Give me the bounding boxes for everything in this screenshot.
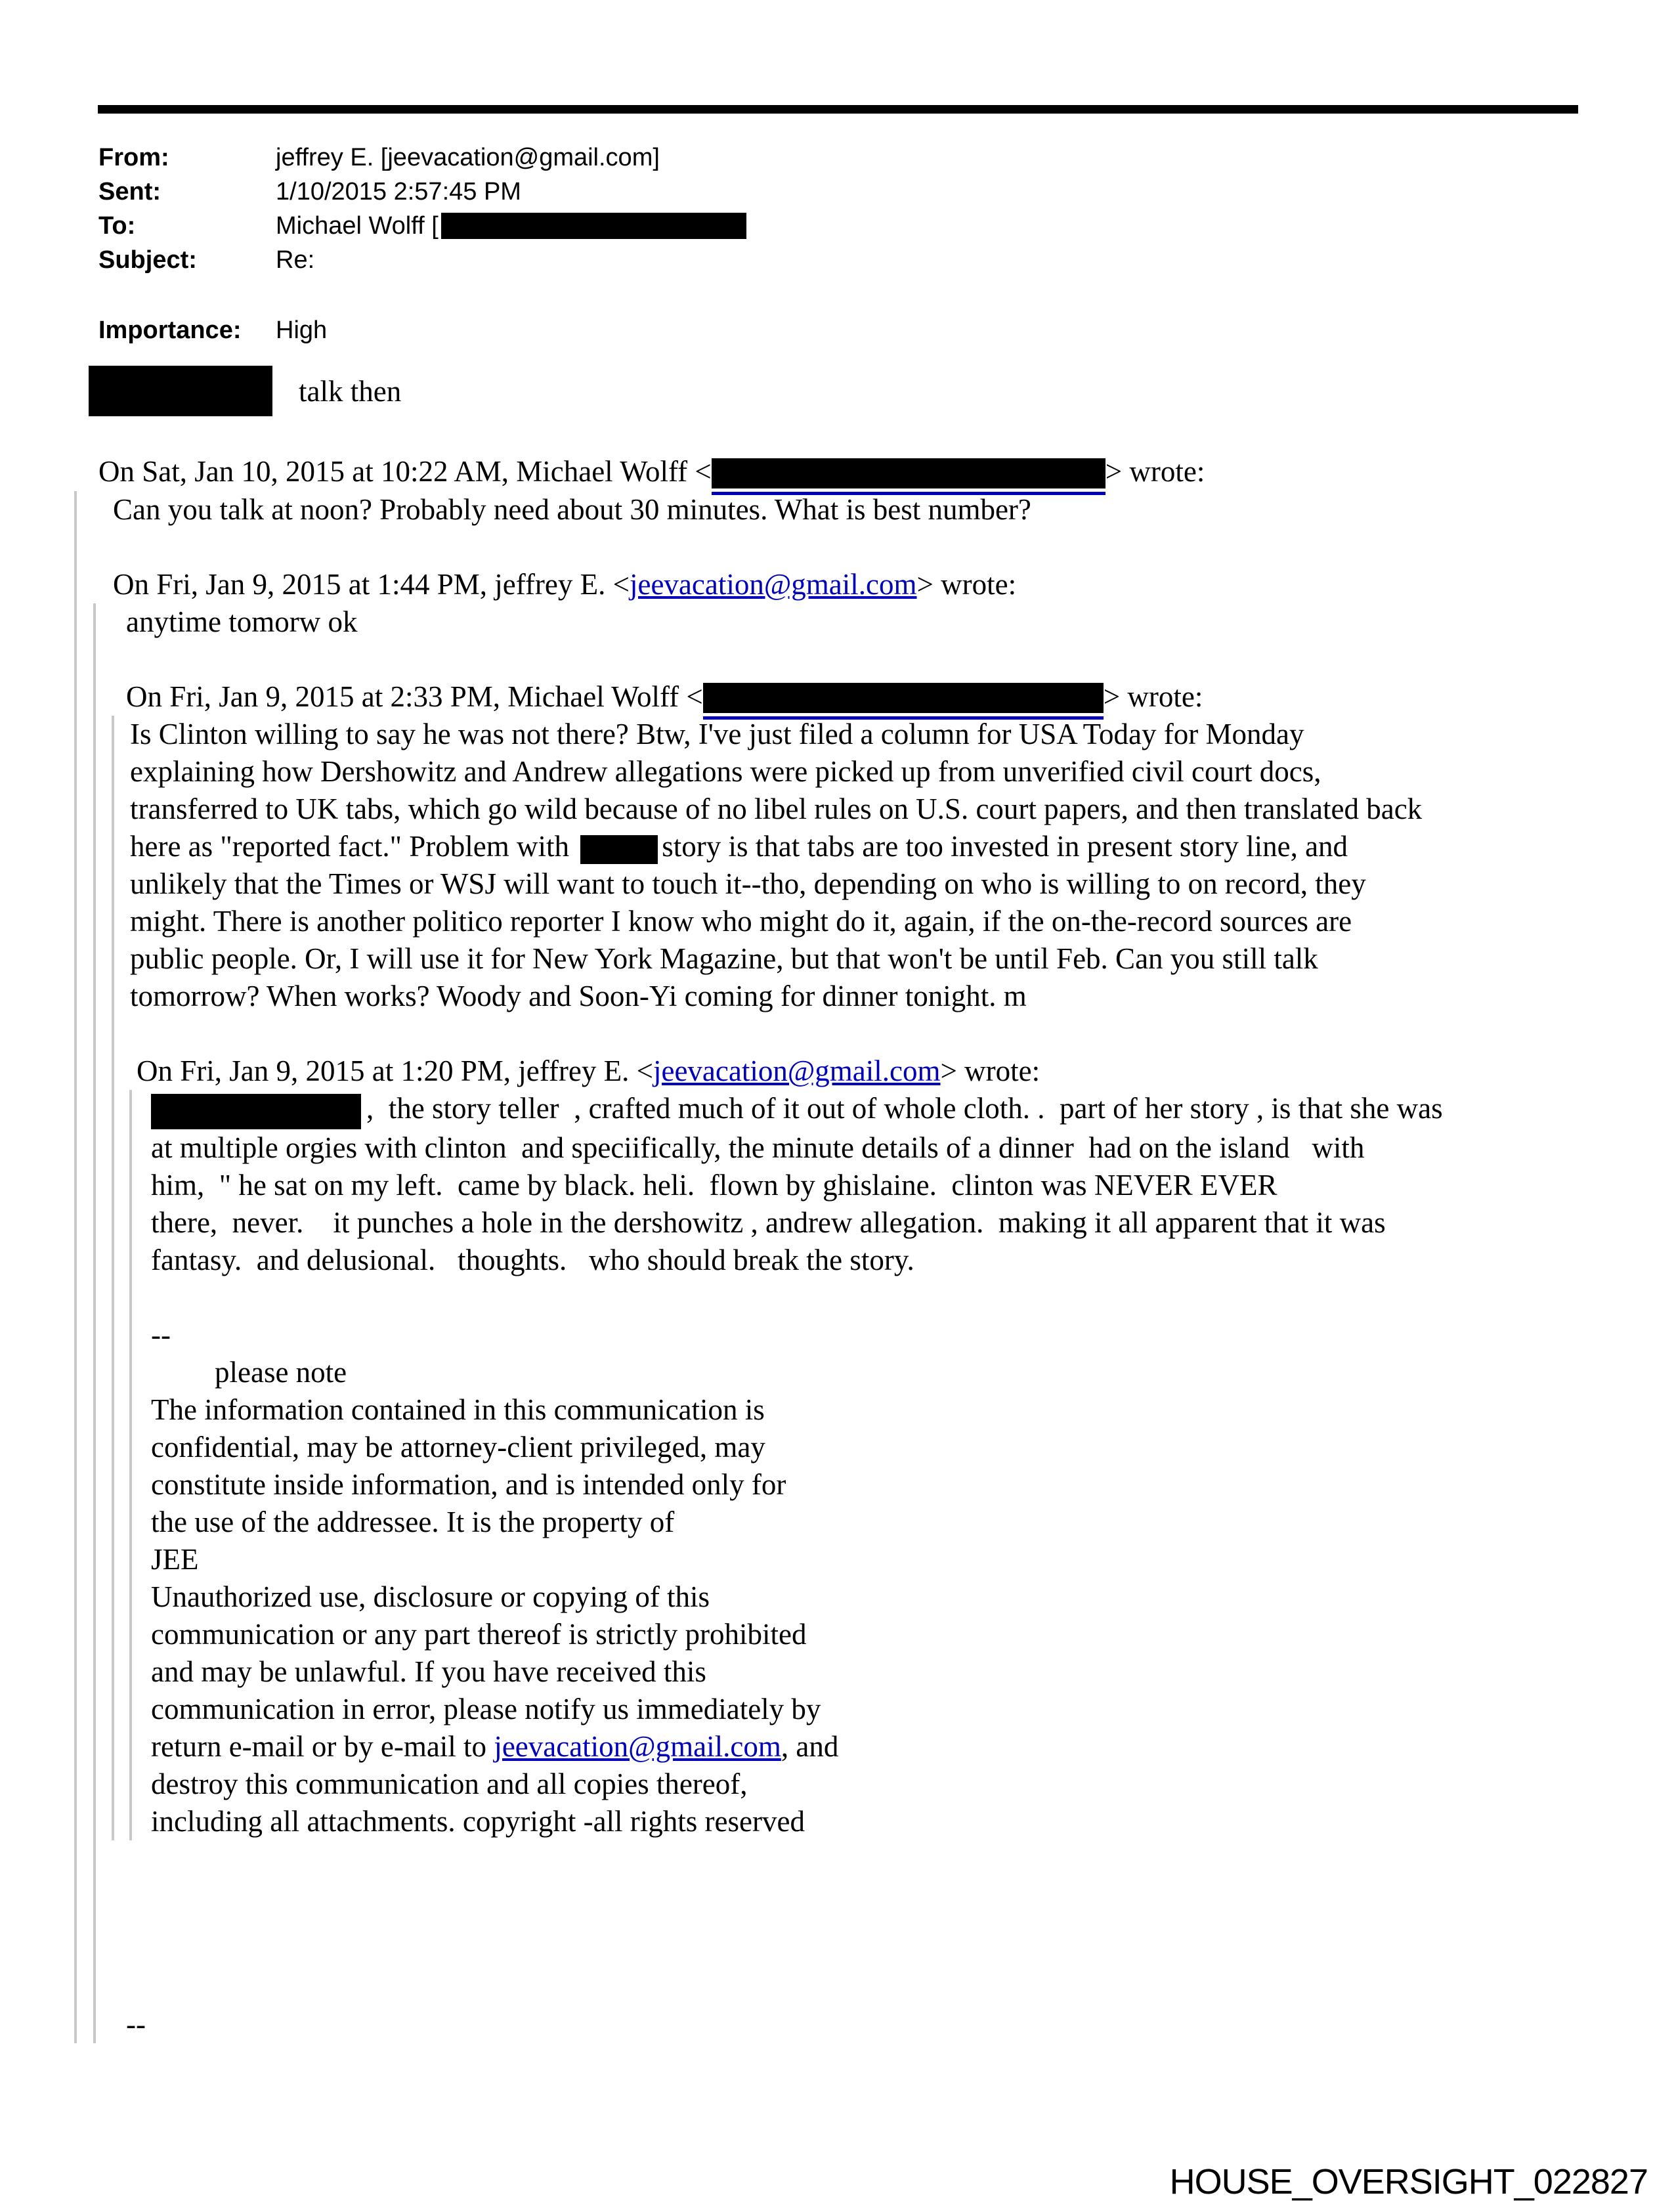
message-line: explaining how Dershowitz and Andrew allegations were picked up from unverified civil court docs,	[130, 755, 1321, 789]
redaction-box	[703, 683, 1104, 713]
sent-label: Sent:	[98, 178, 161, 206]
quote-header-text: On Fri, Jan 9, 2015 at 1:44 PM, jeffrey E. <	[113, 567, 630, 601]
redaction-box	[580, 835, 658, 864]
quote-header-text: On Sat, Jan 10, 2015 at 10:22 AM, Michael Wolff <	[98, 455, 712, 488]
disclaimer-line: confidential, may be attorney-client privileged, may	[151, 1431, 765, 1464]
subject-label: Subject:	[98, 246, 197, 274]
disclaimer-line: the use of the addressee. It is the property of	[151, 1506, 675, 1539]
disclaimer-line	[151, 1728, 1674, 1766]
footer-bates-number: HOUSE_OVERSIGHT_022827	[1169, 2162, 1648, 2201]
subject-row	[98, 243, 746, 277]
to-value-prefix: Michael Wolff [	[276, 212, 439, 240]
blank-line	[113, 529, 1674, 566]
email-link[interactable]: jeevacation@gmail.com	[494, 1730, 781, 1764]
sent-row	[98, 175, 746, 209]
message-line: public people. Or, I will use it for New York Magazine, but that won't be until Feb. Can you still talk	[130, 942, 1318, 976]
quote-level-3	[112, 716, 1674, 1840]
message-line: might. There is another politico reporter I know who might do it, again, if the on-the-record sources are	[130, 905, 1352, 938]
disclaimer-line: communication or any part thereof is strictly prohibited	[151, 1618, 807, 1651]
importance-value: High	[276, 316, 328, 344]
talk-then-text: talk then	[299, 375, 402, 408]
quote-header-text: > wrote:	[916, 567, 1017, 601]
message-line: tomorrow? When works? Woody and Soon-Yi coming for dinner tonight. m	[130, 980, 1027, 1013]
redaction-box	[151, 1094, 361, 1129]
message-line	[130, 828, 1674, 865]
conversation-thread	[98, 453, 1674, 2043]
trailing-dashes: --	[126, 2008, 146, 2041]
disclaimer-line: destroy this communication and all copies thereof,	[151, 1767, 748, 1801]
quote-header-text: On Fri, Jan 9, 2015 at 1:20 PM, jeffrey E. <	[137, 1054, 653, 1088]
to-row	[98, 209, 746, 243]
disclaimer-text: , and	[781, 1730, 839, 1764]
disclaimer-line: Unauthorized use, disclosure or copying of this	[151, 1580, 710, 1614]
header-divider-rule	[98, 105, 1578, 114]
signature-dashes: --	[151, 1318, 171, 1352]
message-line: him, " he sat on my left. came by black. heli. flown by ghislaine. clinton was NEVER EVER	[151, 1169, 1277, 1202]
message-text: here as "reported fact." Problem with	[130, 830, 577, 863]
email-header	[98, 141, 746, 347]
message-line: fantasy. and delusional. thoughts. who should break the story.	[151, 1244, 914, 1277]
message-line	[151, 1090, 1674, 1129]
blank-gap	[126, 1840, 1674, 2006]
quote-header-text: On Fri, Jan 9, 2015 at 2:33 PM, Michael Wolff <	[126, 680, 703, 713]
from-value: jeffrey E. [jeevacation@gmail.com]	[276, 144, 660, 171]
quote-header-fri120	[130, 1052, 1674, 1090]
blank-line	[130, 1015, 1674, 1052]
redaction-box	[712, 458, 1105, 488]
redacted-email-link	[712, 458, 1105, 495]
disclaimer-line: JEE	[151, 1543, 199, 1576]
email-link[interactable]: jeevacation@gmail.com	[653, 1054, 941, 1088]
please-note-line: please note	[215, 1356, 347, 1389]
message-line: Is Clinton willing to say he was not there? Btw, I've just filed a column for USA Today for Monday	[130, 718, 1304, 751]
disclaimer-line: The information contained in this communication is	[151, 1393, 765, 1427]
email-link[interactable]: jeevacation@gmail.com	[629, 567, 917, 601]
message-text: , the story teller , crafted much of it out of whole cloth. . part of her story , is that she was	[366, 1092, 1443, 1125]
quote-header-sat	[98, 453, 1674, 491]
top-message-line	[89, 366, 401, 416]
subject-value: Re:	[276, 246, 315, 274]
blank-line	[126, 641, 1674, 678]
quote-level-4	[129, 1090, 1674, 1840]
message-line: unlikely that the Times or WSJ will want to touch it--tho, depending on who is willing to on record, they	[130, 867, 1366, 901]
to-value	[276, 209, 746, 243]
message-line: at multiple orgies with clinton and speciifically, the minute details of a dinner had on the island with	[151, 1131, 1365, 1165]
quote-header-text: > wrote:	[1105, 455, 1205, 488]
message-line: anytime tomorw ok	[126, 605, 358, 638]
disclaimer-text: return e-mail or by e-mail to	[151, 1730, 494, 1764]
redaction-box	[441, 213, 746, 239]
redacted-email-link	[703, 683, 1104, 720]
importance-label: Importance:	[98, 316, 242, 344]
sent-value: 1/10/2015 2:57:45 PM	[276, 178, 521, 206]
quote-level-2	[93, 603, 1674, 2043]
disclaimer-line: and may be unlawful. If you have received this	[151, 1655, 706, 1689]
message-text: story is that tabs are too invested in present story line, and	[662, 830, 1348, 863]
from-row	[98, 141, 746, 175]
quote-header-text: > wrote:	[1103, 680, 1203, 713]
quote-header-text: > wrote:	[940, 1054, 1041, 1088]
quote-header-fri233	[126, 678, 1674, 716]
importance-row	[98, 313, 746, 347]
to-label: To:	[98, 212, 136, 240]
message-line: transferred to UK tabs, which go wild because of no libel rules on U.S. court papers, and then translated back	[130, 792, 1423, 826]
disclaimer-line: communication in error, please notify us immediately by	[151, 1693, 821, 1726]
message-line: there, never. it punches a hole in the dershowitz , andrew allegation. making it all apparent that it was	[151, 1206, 1386, 1240]
blank-line	[151, 1279, 1674, 1316]
disclaimer-line: including all attachments. copyright -all rights reserved	[151, 1805, 805, 1838]
redaction-box	[89, 366, 272, 416]
disclaimer-line: constitute inside information, and is intended only for	[151, 1468, 786, 1502]
from-label: From:	[98, 144, 169, 171]
quote-header-fri144	[113, 566, 1674, 603]
message-line: Can you talk at noon? Probably need about 30 minutes. What is best number?	[113, 492, 1031, 526]
quote-level-1	[74, 491, 1674, 2043]
